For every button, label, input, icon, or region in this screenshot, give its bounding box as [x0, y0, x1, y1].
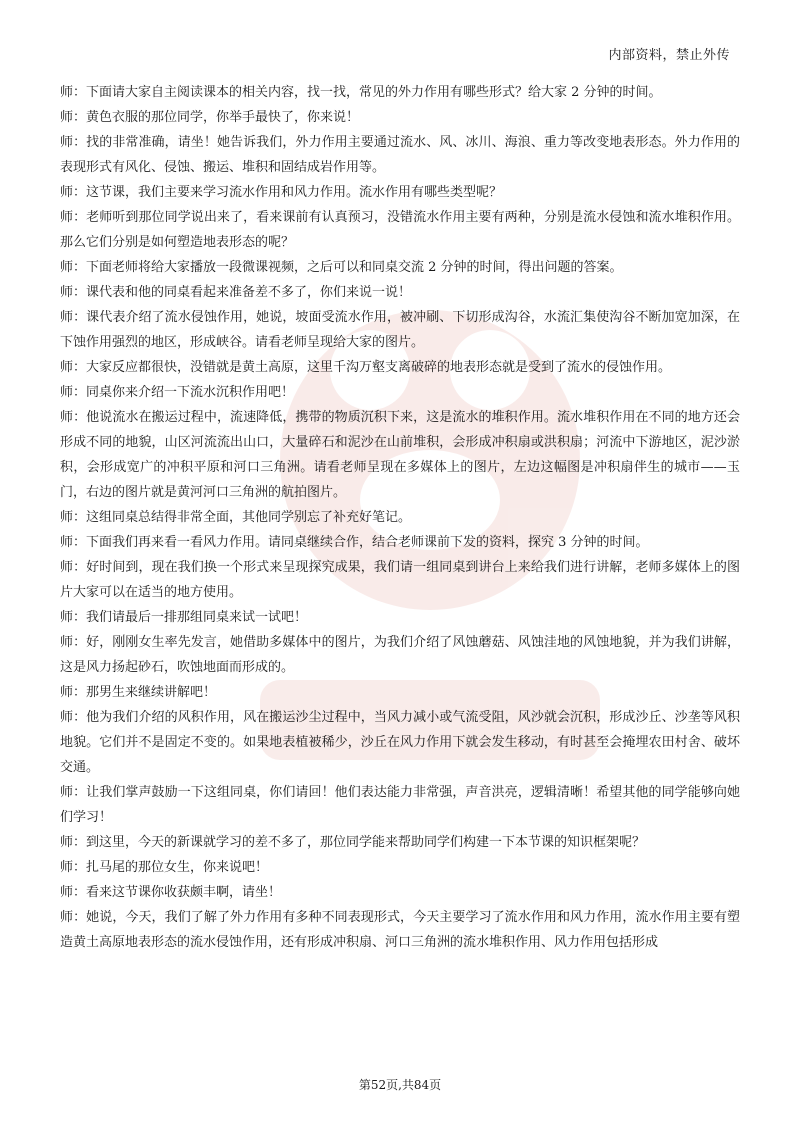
document-body [60, 80, 740, 955]
paragraph: 师：找的非常准确，请坐！她告诉我们，外力作用主要通过流水、风、冰川、海浪、重力等改变地表形态。外力作用的表现形式有风化、侵蚀、搬运、堆积和固结成岩作用等。 [60, 135, 740, 175]
paragraph: 师：大家反应都很快，没错就是黄土高原，这里千沟万壑支离破碎的地表形态就是受到了流水的侵蚀作用。 [60, 360, 672, 375]
confidential-notice: 内部资料，禁止外传 [608, 48, 730, 63]
paragraph: 师：这组同桌总结得非常全面，其他同学别忘了补充好笔记。 [60, 510, 412, 525]
paragraph: 师：黄色衣服的那位同学，你举手最快了，你来说！ [60, 110, 360, 125]
page-number: 第52页,共84页 [358, 1078, 442, 1092]
paragraph: 师：她说，今天，我们了解了外力作用有多种不同表现形式，今天主要学习了流水作用和风力作用，流水作用主要有塑造黄土高原地表形态的流水侵蚀作用，还有形成冲积扇、河口三角洲的流水堆积作用、风力作用包括形成 [60, 910, 740, 950]
paragraph: 师：看来这节课你收获颇丰啊，请坐！ [60, 885, 282, 900]
paragraph: 师：那男生来继续讲解吧！ [60, 685, 217, 700]
paragraph: 师：扎马尾的那位女生，你来说吧！ [60, 860, 269, 875]
paragraph: 师：同桌你来介绍一下流水沉积作用吧！ [60, 385, 295, 400]
paragraph: 师：下面老师将给大家播放一段微课视频，之后可以和同桌交流 2 分钟的时间，得出问题的答案。 [60, 260, 623, 275]
paragraph: 师：这节课，我们主要来学习流水作用和风力作用。流水作用有哪些类型呢？ [60, 185, 503, 200]
paragraph: 师：老师听到那位同学说出来了，看来课前有认真预习，没错流水作用主要有两种，分别是流水侵蚀和流水堆积作用。那么它们分别是如何塑造地表形态的呢？ [60, 210, 740, 250]
paragraph: 师：让我们掌声鼓励一下这组同桌，你们请回！他们表达能力非常强，声音洪亮，逻辑清晰！希望其他的同学能够向她们学习！ [60, 785, 740, 825]
paragraph: 师：到这里，今天的新课就学习的差不多了，那位同学能来帮助同学们构建一下本节课的知识框架呢？ [60, 835, 646, 850]
paragraph: 师：下面我们再来看一看风力作用。请同桌继续合作，结合老师课前下发的资料，探究 3 分钟的时间。 [60, 535, 649, 550]
paragraph: 师：下面请大家自主阅读课本的相关内容，找一找，常见的外力作用有哪些形式？给大家 2 分钟的时间。 [60, 85, 662, 100]
paragraph: 师：他为我们介绍的风积作用，风在搬运沙尘过程中，当风力减小或气流受阻，风沙就会沉积，形成沙丘、沙垄等风积地貌。它们并不是固定不变的。如果地表植被稀少，沙丘在风力作用下就会发生移动，有时甚至会掩埋农田村舍、破坏交通。 [60, 710, 740, 775]
paragraph: 师：他说流水在搬运过程中，流速降低，携带的物质沉积下来，这是流水的堆积作用。流水堆积作用在不同的地方还会形成不同的地貌，山区河流流出山口，大量碎石和泥沙在山前堆积，会形成冲积扇或洪积扇；河流中下游地区，泥沙淤积，会形成宽广的冲积平原和河口三角洲。请看老师呈现在多媒体上的图片，左边这幅图是冲积扇伴生的城市——玉门，右边的图片就是黄河河口三角洲的航拍图片。 [60, 410, 740, 500]
paragraph: 师：课代表和他的同桌看起来准备差不多了，你们来说一说！ [60, 285, 412, 300]
paragraph: 师：我们请最后一排那组同桌来试一试吧！ [60, 610, 308, 625]
paragraph: 师：好，刚刚女生率先发言，她借助多媒体中的图片，为我们介绍了风蚀蘑菇、风蚀洼地的风蚀地貌，并为我们讲解，这是风力扬起砂石，吹蚀地面而形成的。 [60, 635, 740, 675]
paragraph: 师：课代表介绍了流水侵蚀作用，她说，坡面受流水作用，被冲刷、下切形成沟谷，水流汇集使沟谷不断加宽加深，在下蚀作用强烈的地区，形成峡谷。请看老师呈现给大家的图片。 [60, 310, 740, 350]
paragraph: 师：好时间到，现在我们换一个形式来呈现探究成果，我们请一组同桌到讲台上来给我们进行讲解，老师多媒体上的图片大家可以在适当的地方使用。 [60, 560, 740, 600]
